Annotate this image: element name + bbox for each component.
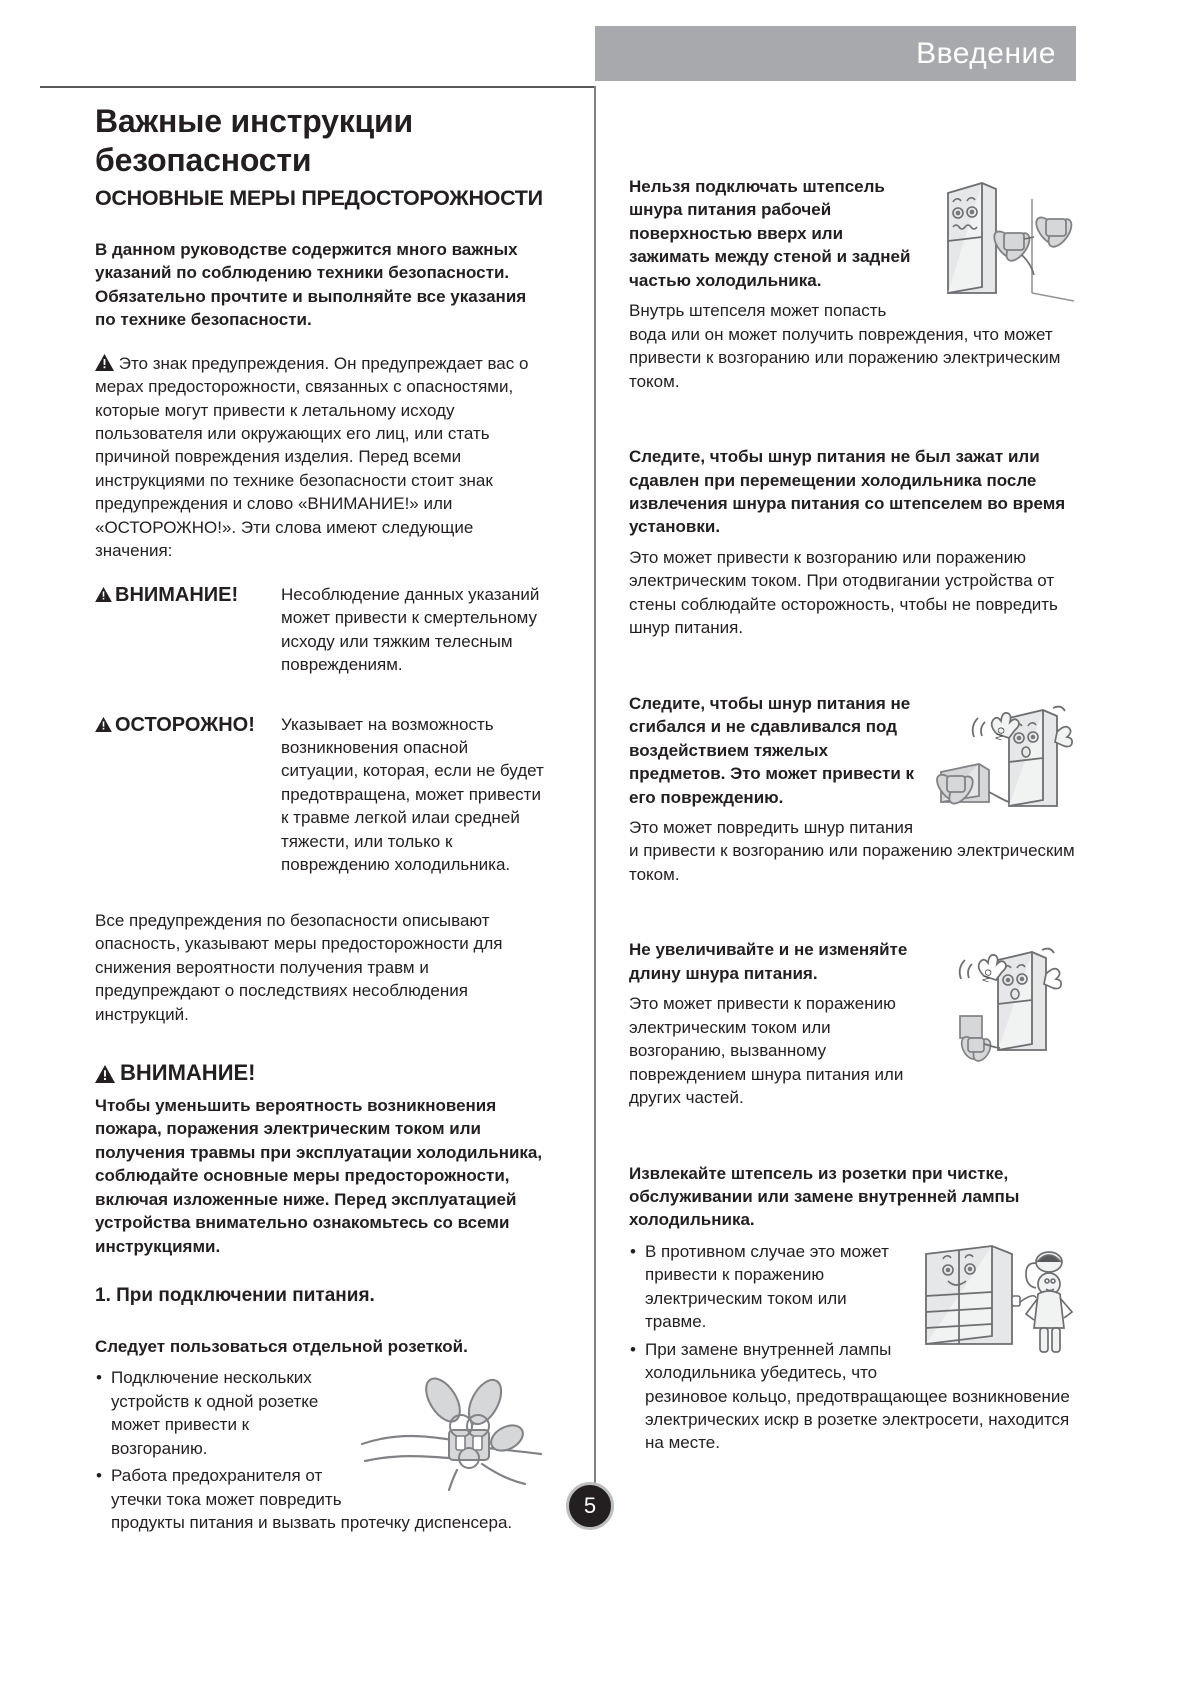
numbered-section-heading: 1. При подключении питания. [95, 1285, 375, 1307]
safety-block-4-heading: Не увеличивайте и не изменяйте длину шнура питания. [629, 940, 908, 983]
safety-block-2 [629, 445, 1076, 640]
svg-text:NO: NO [993, 725, 1008, 742]
fridge-heavy-object-icon [931, 692, 1076, 817]
definition-row-warning [95, 583, 547, 677]
header-rule [40, 86, 595, 88]
svg-text:NO: NO [980, 968, 995, 984]
warning-symbol-paragraph [95, 352, 547, 563]
socket-subheading: Следует пользоваться отдельной розеткой. [95, 1336, 468, 1356]
page-title: Важные инструкции безопасности [95, 103, 413, 179]
warning-block-heading [95, 1060, 547, 1086]
fridge-plug-wall-icon [936, 175, 1076, 305]
safety-block-5-bullet-list [629, 1240, 1076, 1455]
safety-block-1-body: Внутрь штепселя может попасть вода или он может получить повреждения, что может привести к возгоранию или поражению электрическим током. [629, 301, 1061, 391]
definition-row-caution [95, 713, 547, 877]
list-item: • В противном случае это может привести к поражению электрическим током или травме. [629, 1240, 1076, 1334]
definition-label-text: ОСТОРОЖНО! [115, 713, 255, 736]
definition-text-caution: Указывает на возможность возникновения опасной ситуации, которая, если не будет предотвращена, может привести к травме легкой илаи средней тяжести, или только к повреждению холодильника. [281, 714, 544, 875]
safety-block-3 [629, 692, 1076, 887]
warning-triangle-icon [95, 717, 112, 732]
socket-bullet-list [95, 1366, 547, 1534]
left-column [95, 102, 547, 1538]
warning-block-heading-text: ВНИМАНИЕ! [120, 1060, 256, 1085]
intro-paragraph: В данном руководстве содержится много важных указаний по соблюдению техники безопасности. Обязательно прочтите и выполняйте все указания по технике безопасности. [95, 239, 527, 330]
safety-block-5-heading: Извлекайте штепсель из розетки при чистке, обслуживании или замене внутренней лампы холодильника. [629, 1163, 1020, 1230]
safety-block-2-heading: Следите, чтобы шнур питания не был зажат или сдавлен при перемещении холодильника после извлечения шнура питания со штепселем во время установки. [629, 447, 1066, 537]
warning-triangle-icon [95, 354, 114, 371]
page-number-badge [566, 1482, 614, 1530]
warning-block-body: Чтобы уменьшить вероятность возникновения пожара, поражения электрическим током или получения травмы при эксплуатации холодильника, соблюдайте основные меры предосторожности, включая изложенные ниже. Перед эксплуатацией устройства внимательно ознакомьтесь со всеми инструкциями. [95, 1096, 543, 1256]
definition-text-warning: Несоблюдение данных указаний может привести к смертельному исходу или тяжким телесным повреждениям. [281, 584, 540, 675]
safety-block-1-heading: Нельзя подключать штепсель шнура питания рабочей поверхностью вверх или зажимать между стеной и задней частью холодильника. [629, 177, 911, 290]
fridge-plug-wall-illustration [936, 175, 1076, 305]
page-number-text: 5 [583, 1493, 597, 1518]
list-item: • При замене внутренней лампы холодильника убедитесь, что резиновое кольцо, предотвращающее возникновение электрических искр в розетке электросети, находится на месте. [629, 1338, 1076, 1455]
safety-block-3-heading: Следите, чтобы шнур питания не сгибался и не сдавливался под воздействием тяжелых предметов. Это может привести к его повреждению. [629, 693, 915, 807]
page-subtitle: ОСНОВНЫЕ МЕРЫ ПРЕДОСТОРОЖНОСТИ [95, 186, 543, 211]
fridge-cord-extension-icon [936, 938, 1076, 1063]
definition-label-text: ВНИМАНИЕ! [115, 583, 239, 606]
safety-block-4 [629, 938, 1076, 1109]
fridge-heavy-object-illustration [931, 692, 1076, 817]
safety-block-1 [629, 175, 1076, 393]
warning-triangle-icon [95, 587, 112, 602]
section-title: Введение [916, 36, 1056, 70]
definition-label-warning [95, 583, 281, 607]
safety-block-2-body: Это может привести к возгоранию или поражению электрическим током. При отодвигании устройства от стены соблюдайте осторожность, чтобы не повредить шнур питания. [629, 547, 1058, 638]
section-header-band [595, 26, 1076, 81]
column-divider [594, 86, 596, 1506]
safety-block-4-body: Это может привести к поражению электрическим током или возгоранию, вызванному повреждением шнура питания или других частей. [629, 994, 904, 1108]
warning-triangle-icon [95, 1065, 114, 1082]
fridge-cord-extension-illustration [936, 938, 1076, 1063]
warning-symbol-text: Это знак предупреждения. Он предупреждает вас о мерах предосторожности, связанных с опасностями, которые могут привести к летальному исходу пользователя или окружающих его лиц, или стать причиной повреждения изделия. Перед всеми инструкциями по технике безопасности стоит знак предупреждения и слово «ВНИМАНИЕ!» или «ОСТОРОЖНО!». Эти слова имеют следующие значения: [95, 353, 529, 561]
definition-label-caution [95, 713, 281, 737]
closing-paragraph: Все предупреждения по безопасности описывают опасность, указывают меры предосторожности для снижения вероятности получения травм и предупреждают о последствиях несоблюдения инструкций. [95, 910, 503, 1024]
safety-block-5 [629, 1162, 1076, 1459]
list-item: • Подключение нескольких устройств к одной розетке может привести к возгоранию. [95, 1366, 547, 1460]
safety-block-3-body: Это может повредить шнур питания и привести к возгоранию или поражению электрическим током. [629, 817, 1075, 884]
list-item: • Работа предохранителя от утечки тока может повредить продукты питания и вызвать протечку диспенсера. [95, 1464, 547, 1534]
right-column [629, 175, 1076, 1459]
socket-bullets-with-illustration [95, 1366, 547, 1538]
